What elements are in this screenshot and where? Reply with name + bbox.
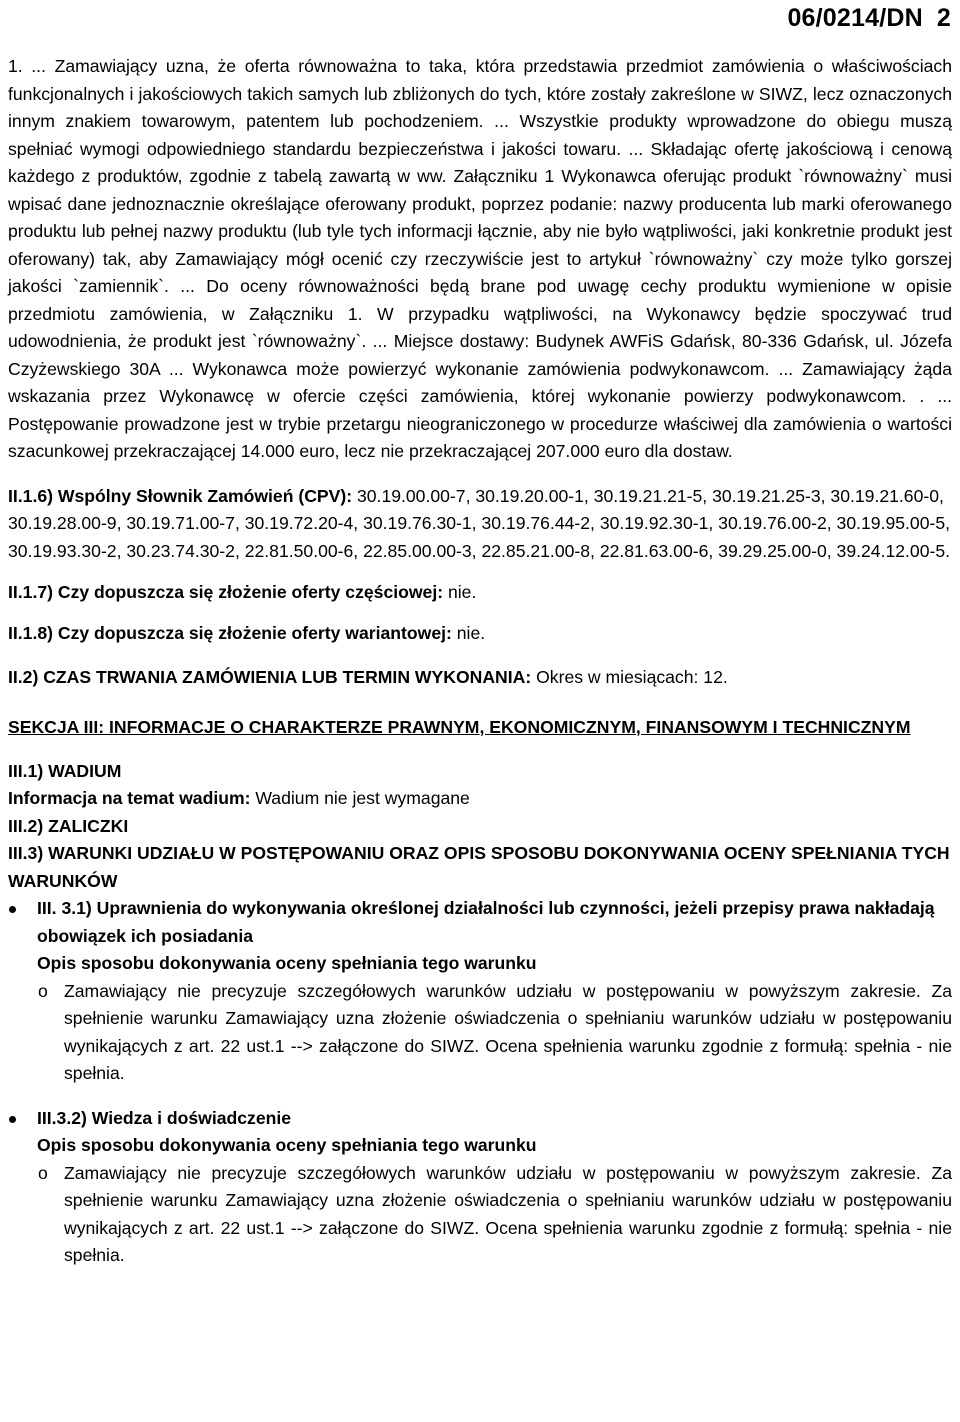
condition-item-2 (8, 1105, 952, 1160)
document-body (8, 53, 952, 1270)
wadium-heading: III.1) WADIUM (8, 760, 122, 781)
duration (8, 664, 952, 692)
condition-description-2 (8, 1160, 952, 1270)
document-number: 06/0214/DN (787, 4, 923, 32)
partial-offer-value: nie. (443, 582, 477, 602)
partial-offer (8, 579, 952, 607)
cpv-value: 30.19.00.00-7, 30.19.20.00-1, 30.19.21.21-5, 30.19.21.25-3, 30.19.21.60-0, 30.19.28.00-9, 30.19.71.00-7, 30.19.72.20-4, 30.19.76.30-1, 30.19.76.44-2, 30.19.92.30-1, 30.19.76.00-2, 30.19.95.00-5, 30.19.93.30-2, 30.23.74.30-2, 22.81.50.00-6, 22.85.00.00-3, 22.85.21.00-8, 22.81.63.00-6, 39.29.25.00-0, 39.24.12.00-5. (8, 485, 951, 561)
wadium-info-value: Wadium nie jest wymagane (250, 788, 470, 808)
bullet-circle-icon: o (38, 1162, 48, 1183)
condition-description-1 (8, 978, 952, 1088)
warunki-heading: III.3) WARUNKI UDZIAŁU W POSTĘPOWANIU ORAZ OPIS SPOSOBU DOKONYWANIA OCENY SPEŁNIANIA TYCH WARUNKÓW (8, 843, 950, 891)
condition-subheading: Opis sposobu dokonywania oceny spełniania tego warunku (37, 1135, 537, 1155)
condition-heading: III. 3.1) Uprawnienia do wykonywania określonej działalności lub czynności, jeżeli przepisy prawa nakładają obowiązek ich posiadania (37, 898, 935, 946)
cpv-label: II.1.6) Wspólny Słownik Zamówień (CPV): (8, 485, 353, 506)
duration-value: Okres w miesiącach: 12. (531, 667, 728, 687)
page-header (787, 1, 951, 35)
partial-offer-label: II.1.7) Czy dopuszcza się złożenie oferty częściowej: (8, 582, 444, 602)
zaliczki-heading: III.2) ZALICZKI (8, 815, 129, 836)
section-3-title: SEKCJA III: INFORMACJE O CHARAKTERZE PRAWNYM, EKONOMICZNYM, FINANSOWYM I TECHNICZNYM (8, 716, 911, 737)
condition-heading: III.3.2) Wiedza i doświadczenie (37, 1107, 292, 1128)
condition-text: Zamawiający nie precyzuje szczegółowych warunków udziału w postępowaniu w powyższym zakresie. Za spełnienie warunku Zamawiający uzna złożenie oświadczenia o spełnianiu warunków udziału w postępowaniu wynikających z art. 22 ust.1 --> załączone do SIWZ. Ocena spełnienia warunku zgodnie z formułą: spełnia - nie spełnia. (64, 980, 952, 1083)
variant-offer (8, 620, 952, 648)
condition-subheading: Opis sposobu dokonywania oceny spełniania tego warunku (37, 953, 537, 973)
condition-item-1 (8, 895, 952, 978)
page-number: 2 (936, 4, 951, 32)
cpv-codes (8, 483, 952, 566)
condition-text: Zamawiający nie precyzuje szczegółowych warunków udziału w postępowaniu w powyższym zakresie. Za spełnienie warunku Zamawiający uzna złożenie oświadczenia o spełnianiu warunków udziału w postępowaniu wynikających z art. 22 ust.1 --> załączone do SIWZ. Ocena spełnienia warunku zgodnie z formułą: spełnia - nie spełnia. (64, 1162, 952, 1265)
duration-label: II.2) CZAS TRWANIA ZAMÓWIENIA LUB TERMIN WYKONANIA: (8, 667, 532, 687)
wadium-info (8, 785, 952, 813)
variant-offer-value: nie. (451, 622, 486, 643)
bullet-circle-icon: o (38, 980, 48, 1001)
variant-offer-label: II.1.8) Czy dopuszcza się złożenie oferty wariantowej: (8, 622, 452, 643)
wadium-info-label: Informacja na temat wadium: (8, 788, 251, 808)
bullet-dot-icon (9, 1116, 16, 1123)
intro-paragraph: 1. ... Zamawiający uzna, że oferta równoważna to taka, która przedstawia przedmiot zamówienia o właściwościach funkcjonalnych i jakościowych takich samych lub zbliżonych do tych, które zostały zakreślone w SIWZ, lecz oznaczonych innym znakiem towarowym, patentem lub pochodzeniem. ... Wszystkie produkty wprowadzone do obiegu muszą spełniać wymogi odpowiedniego standardu bezpieczeństwa i jakości towaru. ... Składając ofertę jakościową i cenową każdego z produktów, zgodnie z tabelą zawartą w ww. Załączniku 1 Wykonawca oferując produkt `równoważny` musi wpisać dane jednoznacznie określające oferowany produkt, poprzez podanie: nazwy producenta lub marki oferowanego produktu lub pełnej nazwy produktu (lub tyle tych informacji łącznie, aby nie było wątpliwości, jaki konkretnie produkt jest oferowany) tak, aby Zamawiający mógł ocenić czy rzeczywiście jest to artykuł `równoważny` czy może tylko gorszej jakości `zamiennik`. ... Do oceny równoważności będą brane pod uwagę cechy produktu wymienione w opisie przedmiotu zamówienia, w Załączniku 1. W przypadku wątpliwości, na Wykonawcy będzie spoczywać trud udowodnienia, że produkt jest `równoważny`. ... Miejsce dostawy: Budynek AWFiS Gdańsk, 80-336 Gdańsk, ul. Józefa Czyżewskiego 30A ... Wykonawca może powierzyć wykonanie zamówienia podwykonawcom. ... Zamawiający żąda wskazania przez Wykonawcę w ofercie części zamówienia, której wykonanie powierzy podwykonawcom. . ... Postępowanie prowadzone jest w trybie przetargu nieograniczonego w procedurze właściwej dla zamówienia o wartości szacunkowej przekraczającej 14.000 euro, lecz nie przekraczającej 207.000 euro dla dostaw. (8, 56, 952, 461)
bullet-dot-icon (9, 906, 16, 913)
